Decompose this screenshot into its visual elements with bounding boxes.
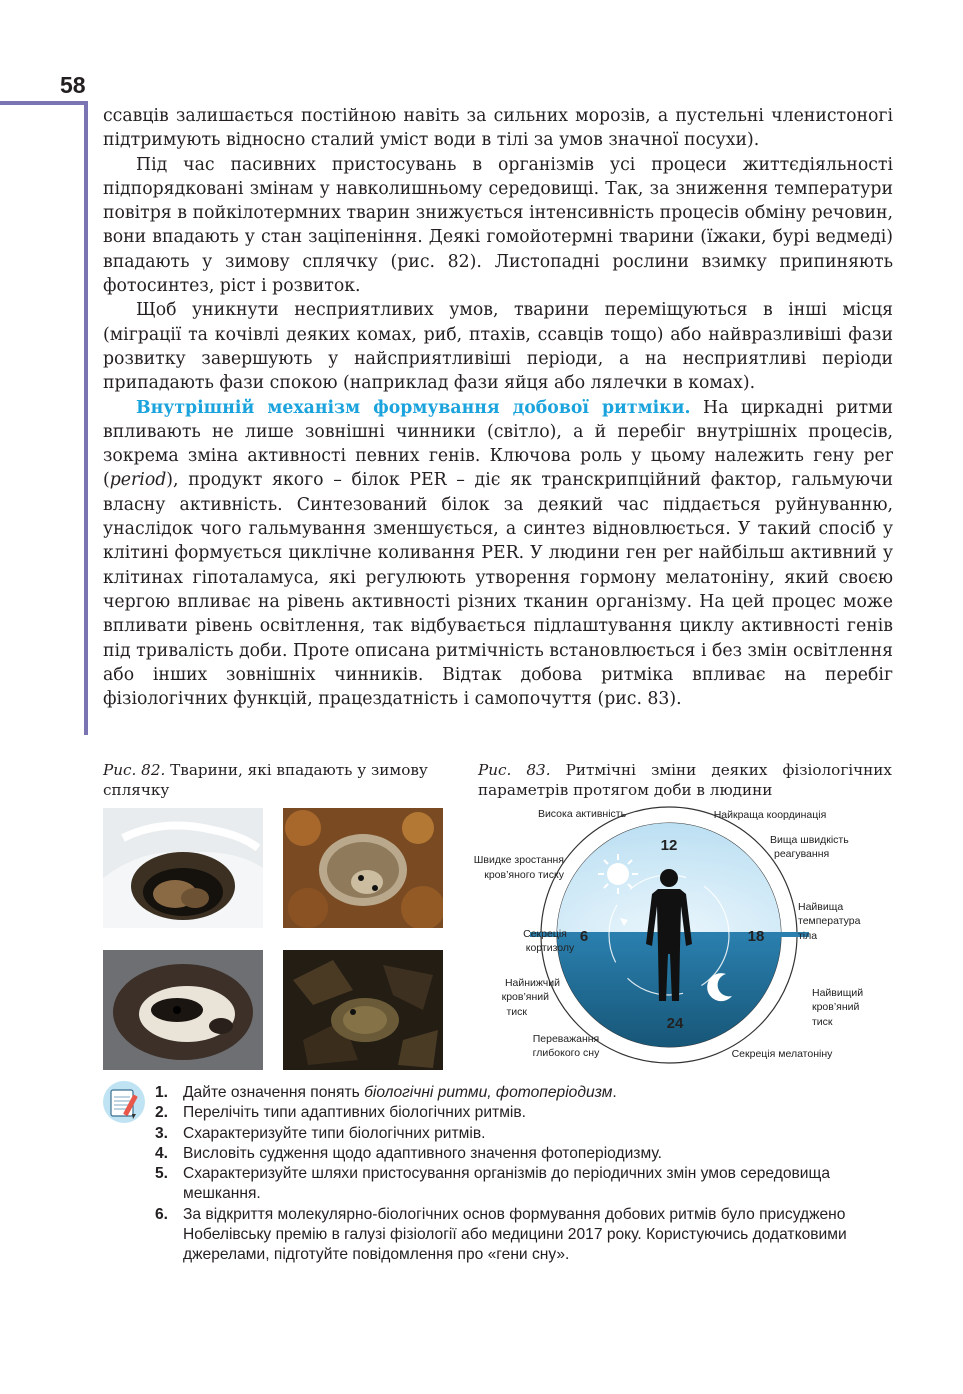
paragraph-4-text-a: На циркадні ритми впливають не лише зовнішні чинники (світло), а й перебіг внутрішніх процесів, зокрема зміна активності певних генів. Ключова роль у цьому належить гену per ( xyxy=(103,397,893,491)
note-best-coordination: Найкраща координація xyxy=(713,809,827,821)
note-high-activity: Висока активність xyxy=(537,808,627,820)
question-text-italic: біологічні ритми, фотоперіодизм xyxy=(364,1084,613,1101)
fig83-label: Рис. 83. xyxy=(478,761,551,779)
question-number: 4. xyxy=(155,1144,169,1162)
hour-24: 24 xyxy=(666,1015,684,1032)
note-max-temp-3: тіла xyxy=(798,930,818,942)
note-deep-sleep-1: Переважання xyxy=(532,1033,600,1045)
note-bp-rise-2: кров’яного тиску xyxy=(484,869,564,881)
fig83-caption xyxy=(478,760,892,800)
questions-list xyxy=(155,1083,895,1266)
fig82-label: Рис. 82. xyxy=(103,761,166,779)
hour-6: 6 xyxy=(579,928,589,945)
night-water xyxy=(550,935,790,1065)
question-text: За відкриття молекулярно-біологічних основ формування добових ритмів було присуджено Нобелівську премію в галузі фізіології або медицини 2017 року. Користуючись додатковими джерелами, підготуйте повідомлення про «гени сну». xyxy=(183,1205,847,1264)
question-number: 5. xyxy=(155,1165,169,1183)
question-number: 3. xyxy=(155,1124,169,1142)
question-number: 6. xyxy=(155,1205,169,1223)
question-text-part: Дайте означення понять xyxy=(183,1084,365,1101)
question-text: Схарактеризуйте шляхи пристосування організмів до періодичних змін умов середовища мешкання. xyxy=(183,1165,831,1203)
question-number: 2. xyxy=(155,1104,169,1122)
note-max-temp-1: Найвища xyxy=(798,901,844,913)
note-low-bp-3: тиск xyxy=(506,1006,527,1018)
hour-18: 18 xyxy=(747,928,765,945)
margin-rule-horizontal xyxy=(0,101,88,105)
circadian-diagram xyxy=(470,806,870,1066)
question-item xyxy=(155,1124,895,1144)
photo-bear-den xyxy=(103,808,263,928)
note-low-bp-1: Найнижчий xyxy=(504,977,560,989)
paragraph-2: Під час пасивних пристосувань в організмів усі процеси життєдіяльності підпорядковані змінам у навколишньому середовищі. Так, за зниження температури повітря в пойкілотермних тварин знижується інтенсивність процесів обміну речовин, вони впадають у стан заціпеніння. Деякі гомойотермні тварини (їжаки, бурі ведмеді) впадають у зимову сплячку (рис. 82). Листопадні рослини взимку припиняють фотосинтез, ріст і розвиток. xyxy=(103,154,893,297)
body-text xyxy=(103,104,893,711)
note-melatonin: Секреція мелатоніну xyxy=(731,1048,833,1060)
photo-dormouse xyxy=(103,950,263,1070)
hour-12: 12 xyxy=(660,837,678,854)
note-low-bp-2: кров’яний xyxy=(501,991,549,1003)
sun-icon xyxy=(598,854,638,894)
question-number: 1. xyxy=(155,1084,169,1101)
fig82-text: Тварини, які впадають у зимову сплячку xyxy=(103,761,428,799)
notebook-pen-icon xyxy=(102,1080,146,1124)
note-high-bp-2: кров’яний xyxy=(812,1001,860,1013)
question-item xyxy=(155,1103,895,1123)
question-text-end: . xyxy=(612,1084,617,1101)
paragraph-4 xyxy=(103,396,893,712)
note-cortisol-1: Секреція xyxy=(523,928,567,940)
question-item xyxy=(155,1144,895,1164)
question-text: Висловіть судження щодо адаптивного значення фотоперіодизму. xyxy=(183,1144,662,1162)
note-faster-reaction-1: Вища швидкість xyxy=(770,834,849,846)
paragraph-3: Щоб уникнути несприятливих умов, тварини переміщуються в інші місця (міграції та кочівлі деяких комах, риб, птахів, ссавців тощо) або найвразливіші фази розвитку завершують у найсприятливіші періоди, а на несприятливі періоди припадають фази спокою (наприклад фази яйця або лялечки в комах). xyxy=(103,300,893,394)
question-text: Схарактеризуйте типи біологічних ритмів. xyxy=(183,1124,486,1142)
question-text xyxy=(183,1083,895,1103)
question-item xyxy=(155,1205,895,1266)
photo-hedgehog xyxy=(283,808,443,928)
note-cortisol-2: кортизолу xyxy=(525,942,575,954)
note-bp-rise-1: Швидке зростання xyxy=(473,854,564,866)
section-heading: Внутрішній механізм формування добової ритміки. xyxy=(136,397,691,418)
note-high-bp-1: Найвищий xyxy=(812,987,864,999)
note-faster-reaction-2: реагування xyxy=(774,848,830,860)
paragraph-1: ссавців залишається постійною навіть за сильних морозів, а пустельні членистоногі підтримують відносно сталий уміст води в тілі за умов значної посухи). xyxy=(103,106,893,151)
note-max-temp-2: температура xyxy=(798,915,861,927)
question-item xyxy=(155,1164,895,1205)
fig83-text: Ритмічні зміни деяких фізіологічних параметрів протягом доби в людини xyxy=(478,761,892,799)
margin-rule-vertical xyxy=(84,101,88,735)
fig82-caption xyxy=(103,760,443,800)
photo-toad xyxy=(283,950,443,1070)
question-text: Перелічіть типи адаптивних біологічних ритмів. xyxy=(183,1104,527,1122)
note-deep-sleep-2: глибокого сну xyxy=(532,1047,600,1059)
question-item xyxy=(155,1083,895,1103)
page-number: 58 xyxy=(60,72,86,98)
note-high-bp-3: тиск xyxy=(812,1016,833,1028)
gene-name-italic: period xyxy=(109,470,167,491)
paragraph-4-text-b: ), продукт якого – білок PER – діє як транскрипційний фактор, гальмуючи власну активність. Синтезований білок за деякий час піддається руйнуванню, унаслідок чого гальмування зменшується, а синтез відновлюється. У такий спосіб у клітині формується циклічне коливання PER. У людини ген per найбільш активний у клітинах гіпоталамуса, які регулюють утворення гормону мелатоніну, який своєю чергою впливає на рівень активності різних тканин організму. На цей процес може впливати рівень освітлення, так відбувається підлаштування циклу активності генів під тривалість доби. Проте описана ритмічність встановлюється і без змін освітлення або інших зовнішніх чинників. Відтак добова ритміка впливає на перебіг фізіологічних функцій, працездатність і самопочуття (рис. 83). xyxy=(103,470,893,710)
